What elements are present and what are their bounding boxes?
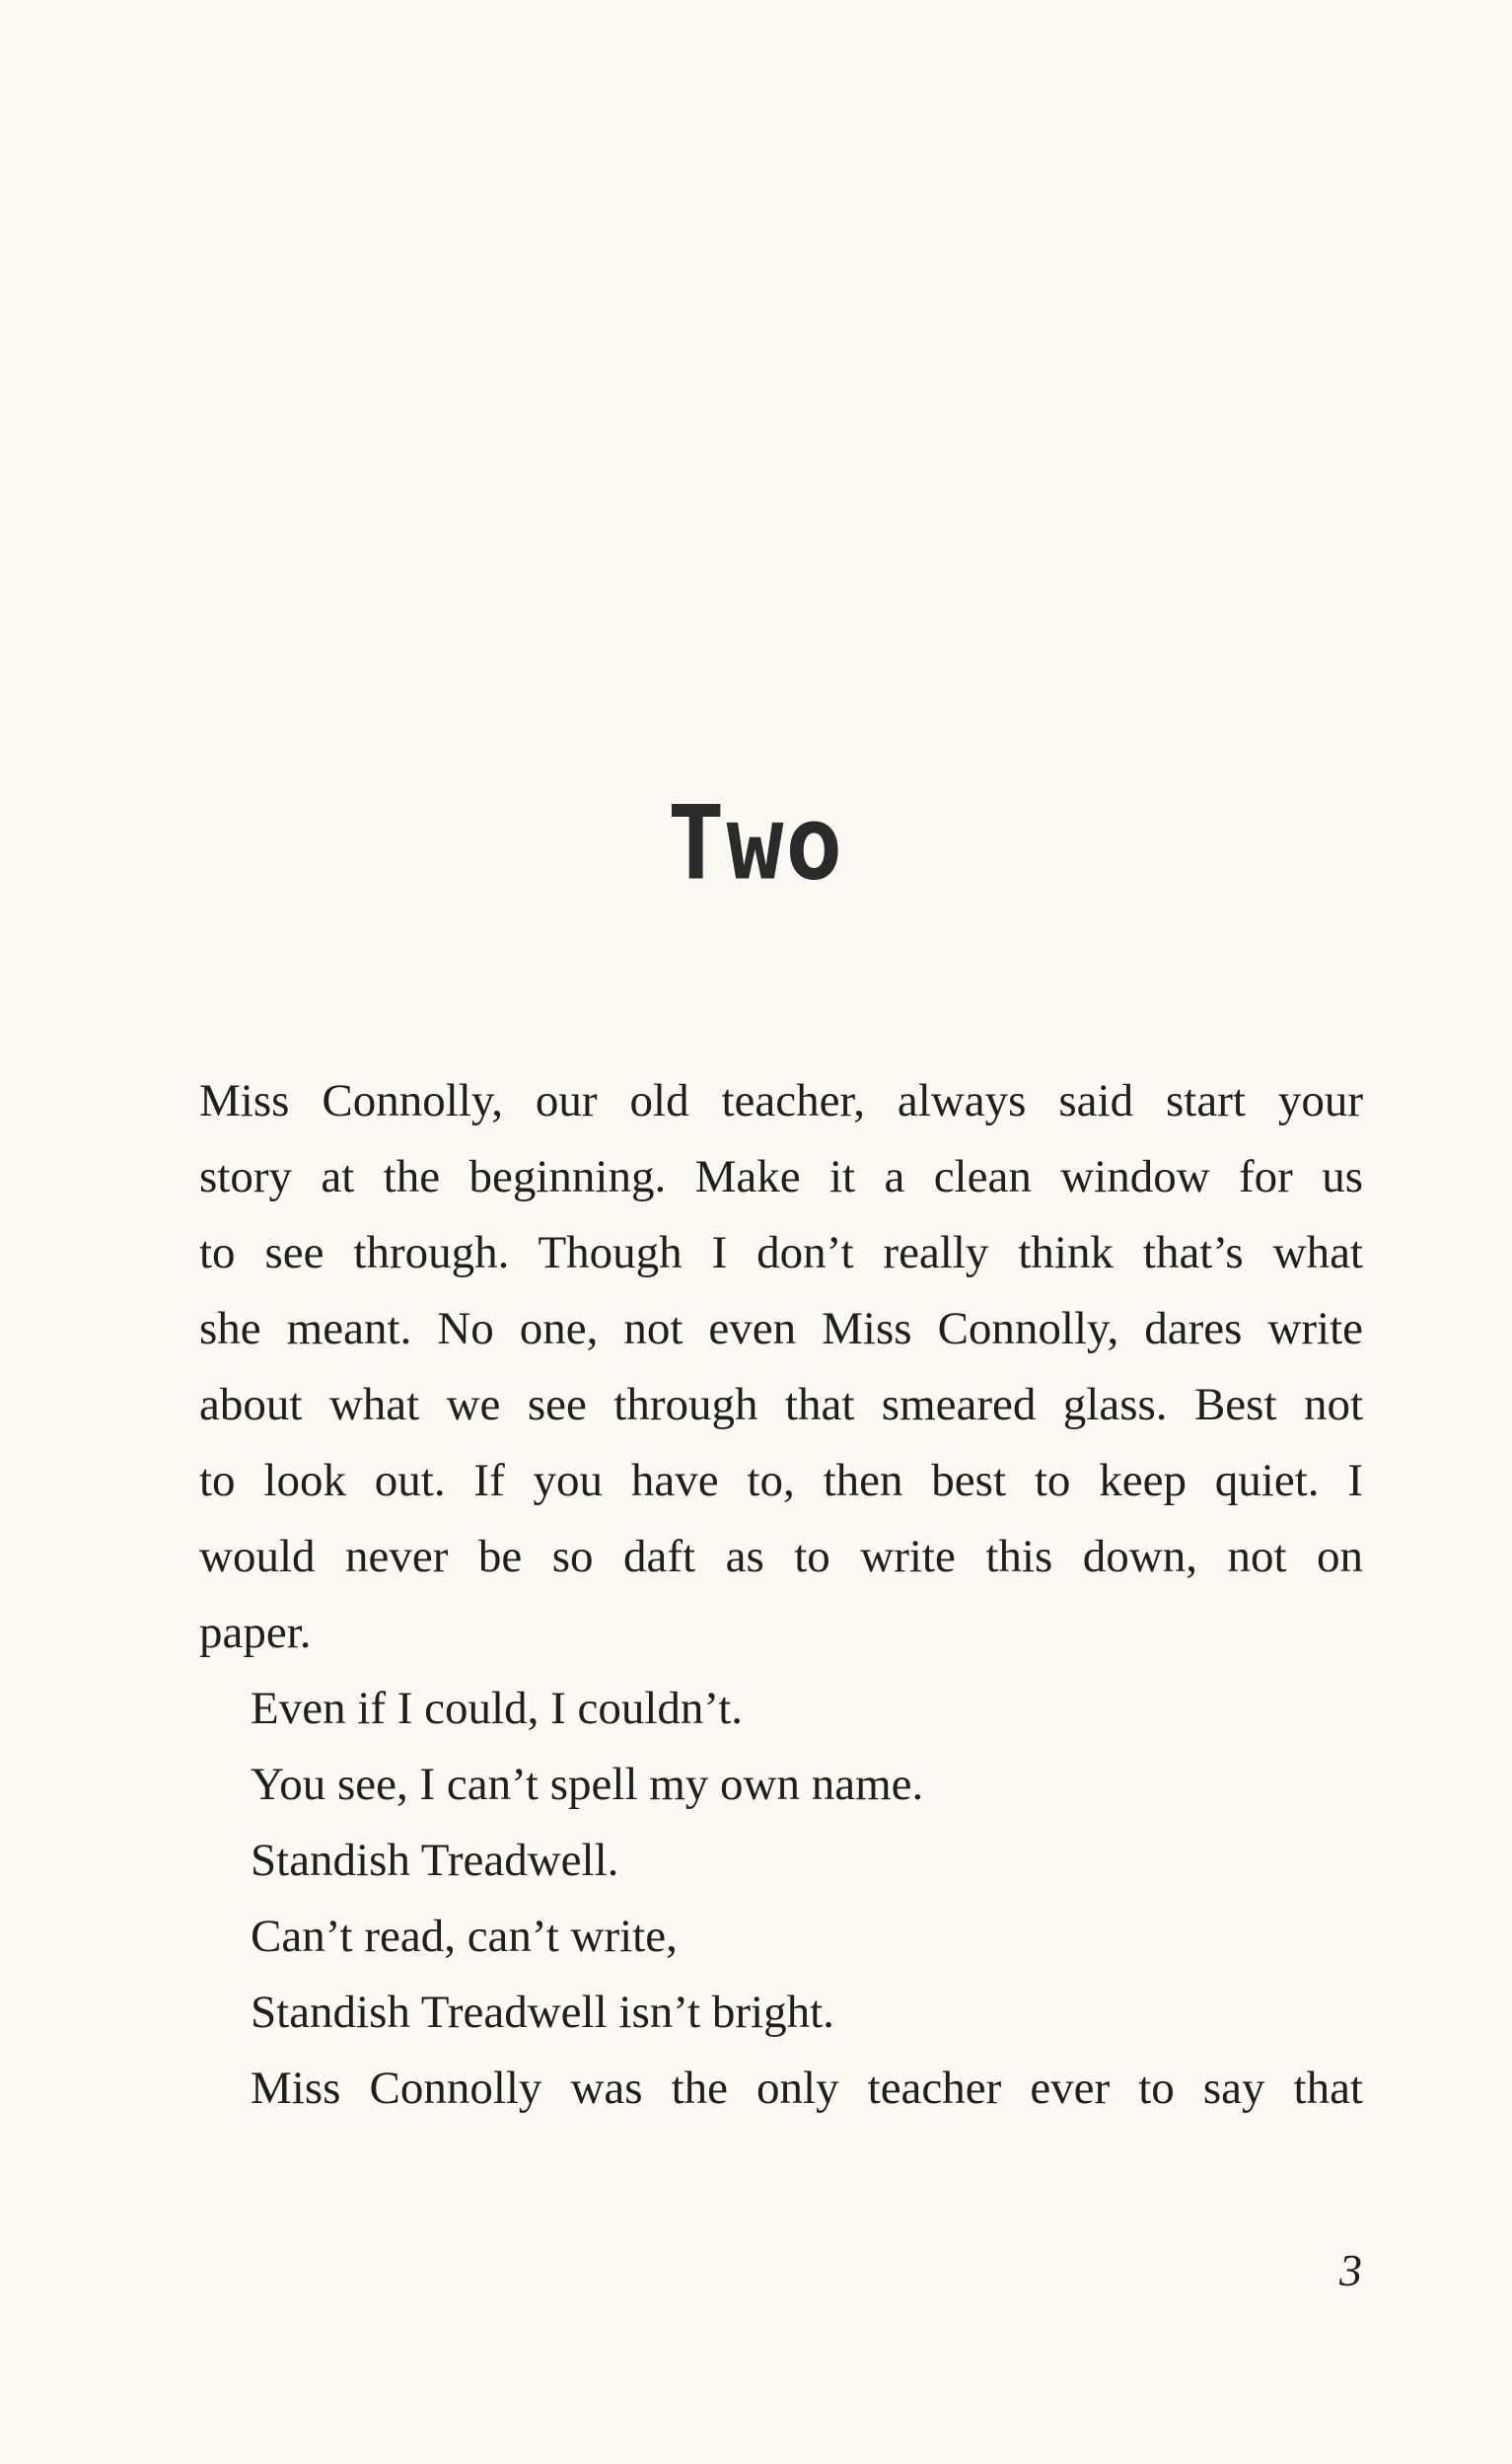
text-line: she meant. No one, not even Miss Connolly, dares write bbox=[199, 1303, 1363, 1354]
text-line: Standish Treadwell. bbox=[251, 1835, 619, 1886]
text-line: story at the beginning. Make it a clean window for us bbox=[199, 1151, 1363, 1202]
text-line: Even if I could, I couldn’t. bbox=[251, 1683, 744, 1734]
chapter-title: Two bbox=[667, 783, 845, 904]
text-line: paper. bbox=[199, 1607, 312, 1658]
text-line: to look out. If you have to, then best to keep quiet. I bbox=[199, 1455, 1363, 1506]
text-line: Miss Connolly, our old teacher, always said start your bbox=[199, 1075, 1363, 1126]
text-line: would never be so daft as to write this down, not on bbox=[199, 1531, 1363, 1582]
text-line: Miss Connolly was the only teacher ever to say that bbox=[251, 2063, 1363, 2114]
text-line: Can’t read, can’t write, bbox=[251, 1911, 678, 1962]
body-text bbox=[199, 1063, 1363, 2127]
page-number: 3 bbox=[1339, 2245, 1362, 2295]
text-line: to see through. Though I don’t really think that’s what bbox=[199, 1227, 1363, 1278]
text-line: You see, I can’t spell my own name. bbox=[251, 1759, 924, 1810]
paragraph-opening bbox=[199, 1063, 1363, 1671]
text-line: about what we see through that smeared glass. Best not bbox=[199, 1379, 1363, 1430]
text-line: Standish Treadwell isn’t bright. bbox=[251, 1987, 834, 2038]
